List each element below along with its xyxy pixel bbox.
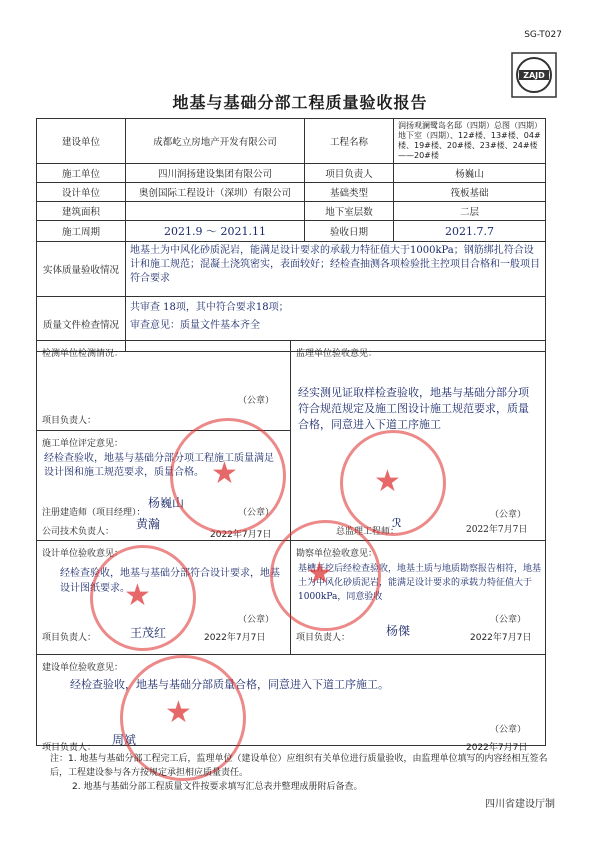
design-sign-label: 项目负责人： (42, 633, 97, 643)
construct-label: 施工单位评定意见： (42, 439, 124, 449)
survey-text: 基槽开挖后经检查验收，地基土质与地质勘察报告相符，地基土为中风化砂质泥岩，能满足设计要求的承载力特征值大于1000kPa，同意验收 (298, 564, 542, 602)
survey-sign-label: 项目负责人： (296, 633, 351, 643)
design-seal: （公章） (238, 615, 275, 625)
area-label: 建筑面积 (37, 202, 126, 221)
accept-time: 2021.7.7 (394, 221, 546, 242)
foundation-type-label: 基础类型 (305, 183, 394, 202)
entity-label: 实体质量验收情况 (37, 242, 126, 297)
divider (36, 340, 546, 341)
form-code: SG-T027 (524, 30, 562, 40)
supervise-seal: （公章） (490, 510, 527, 520)
foundation-type: 筏板基础 (394, 183, 546, 202)
pm-label: 项目负责人 (305, 164, 394, 183)
design-unit: 奥创国际工程设计（深圳）有限公司 (126, 183, 305, 202)
construct-tech-label: 公司技术负责人： (42, 527, 115, 537)
supervise-sign-label: 总监理工程师： (336, 527, 400, 537)
survey-label: 勘察单位验收意见： (296, 549, 378, 559)
detect-label: 检测单位检测情况： (42, 349, 124, 359)
page-title: 地基与基础分部工程质量验收报告 (172, 93, 428, 112)
note-1: 注：1. 地基与基础分部工程完工后，监理单位（建设单位）应组织有关单位进行质量验收，由监理单位填写的内容经相互签名后，工程建设参与各方按规定承担相应质量责任。 (50, 754, 548, 778)
project-name: 润扬观澜鹭岛名邸（四期）总图（四期）地下室（四期）、12#楼、13#楼、04#楼、19#楼、20#楼、23#楼、24#楼——20#楼 (394, 119, 546, 164)
basement: 二层 (394, 202, 546, 221)
star-icon: ★ (211, 456, 238, 491)
supervise-date: 2022年7月7日 (466, 525, 528, 535)
star-icon: ★ (306, 556, 333, 591)
detect-pm: 项目负责人： (42, 416, 97, 426)
divider (36, 654, 546, 655)
survey-signature: 杨傑 (386, 624, 411, 638)
star-icon: ★ (374, 464, 401, 499)
construct-unit-label: 施工单位 (37, 164, 126, 183)
construct-text: 经检查验收，地基与基础分部分项工程施工质量满足设计图和施工规范要求，质量合格。 (44, 453, 274, 478)
owner-label: 建设单位验收意见： (42, 663, 124, 673)
owner-seal: （公章） (490, 725, 527, 735)
construct-signature: 杨巍山 (148, 496, 185, 510)
build-unit-label: 建设单位 (37, 119, 126, 164)
design-date: 2022年7月7日 (204, 633, 266, 643)
survey-date: 2022年7月7日 (470, 633, 532, 643)
supervise-text: 经实测见证取样检查验收，地基与基础分部分项符合规范规定及施工图设计施工规范要求，质量合格，同意进入下道工序施工 (298, 386, 529, 431)
star-icon: ★ (124, 578, 151, 613)
owner-sign-label: 项目负责人： (42, 743, 97, 753)
area (126, 202, 305, 221)
construct-seal: （公章） (238, 508, 275, 518)
docs-count: 共审查 18项，其中符合要求18项； (130, 302, 289, 313)
design-text: 经检查验收，地基与基础分部符合设计要求，地基设计图纸要求。 (60, 568, 280, 594)
report-table (36, 118, 546, 352)
accept-time-label: 验收日期 (305, 221, 394, 242)
docs-label: 质量文件检查情况 (37, 297, 126, 352)
supervise-signature: ℛ (392, 516, 402, 530)
star-icon: ★ (165, 695, 192, 730)
basement-label: 地下室层数 (305, 202, 394, 221)
construct-unit: 四川润扬建设集团有限公司 (126, 164, 305, 183)
design-label: 设计单位验收意见： (42, 549, 124, 559)
project-name-label: 工程名称 (305, 119, 394, 164)
svg-text:ZAJD: ZAJD (523, 71, 545, 80)
detect-seal: （公章） (238, 396, 275, 406)
note-2: 2. 地基与基础分部工程质量文件按要求填写汇总表并整理成册附后备查。 (72, 782, 363, 792)
survey-seal: （公章） (490, 615, 527, 625)
supervise-label: 监理单位验收意见： (296, 349, 378, 359)
period: 2021.9 ～ 2021.11 (126, 221, 305, 242)
pm: 杨巍山 (394, 164, 546, 183)
construct-sign-label: 注册建造师（项目经理）： (42, 508, 146, 518)
design-unit-label: 设计单位 (37, 183, 126, 202)
build-unit: 成都屹立房地产开发有限公司 (126, 119, 305, 164)
design-signature: 王茂红 (130, 626, 167, 640)
period-label: 施工周期 (37, 221, 126, 242)
owner-signature: 周斌 (112, 733, 137, 747)
entity-text: 地基土为中风化砂质泥岩，能满足设计要求的承载力特征值大于1000kPa；钢筋绑扎符合设计和施工规范；混凝土浇筑密实，表面较好；经检查抽测各项检验批主控项目合格和一般项目符合要求 (126, 242, 546, 297)
docs-opinion: 审查意见：质量文件基本齐全 (130, 320, 260, 331)
construct-tech-signature: 黄瀚 (136, 517, 161, 531)
owner-text: 经检查验收，地基与基础分部质量合格，同意进入下道工序施工。 (70, 678, 389, 691)
notes (50, 752, 550, 794)
construct-date: 2022年7月7日 (210, 530, 272, 540)
owner-date: 2022年7月7日 (466, 743, 528, 753)
footer-org: 四川省建设厅制 (485, 799, 555, 810)
